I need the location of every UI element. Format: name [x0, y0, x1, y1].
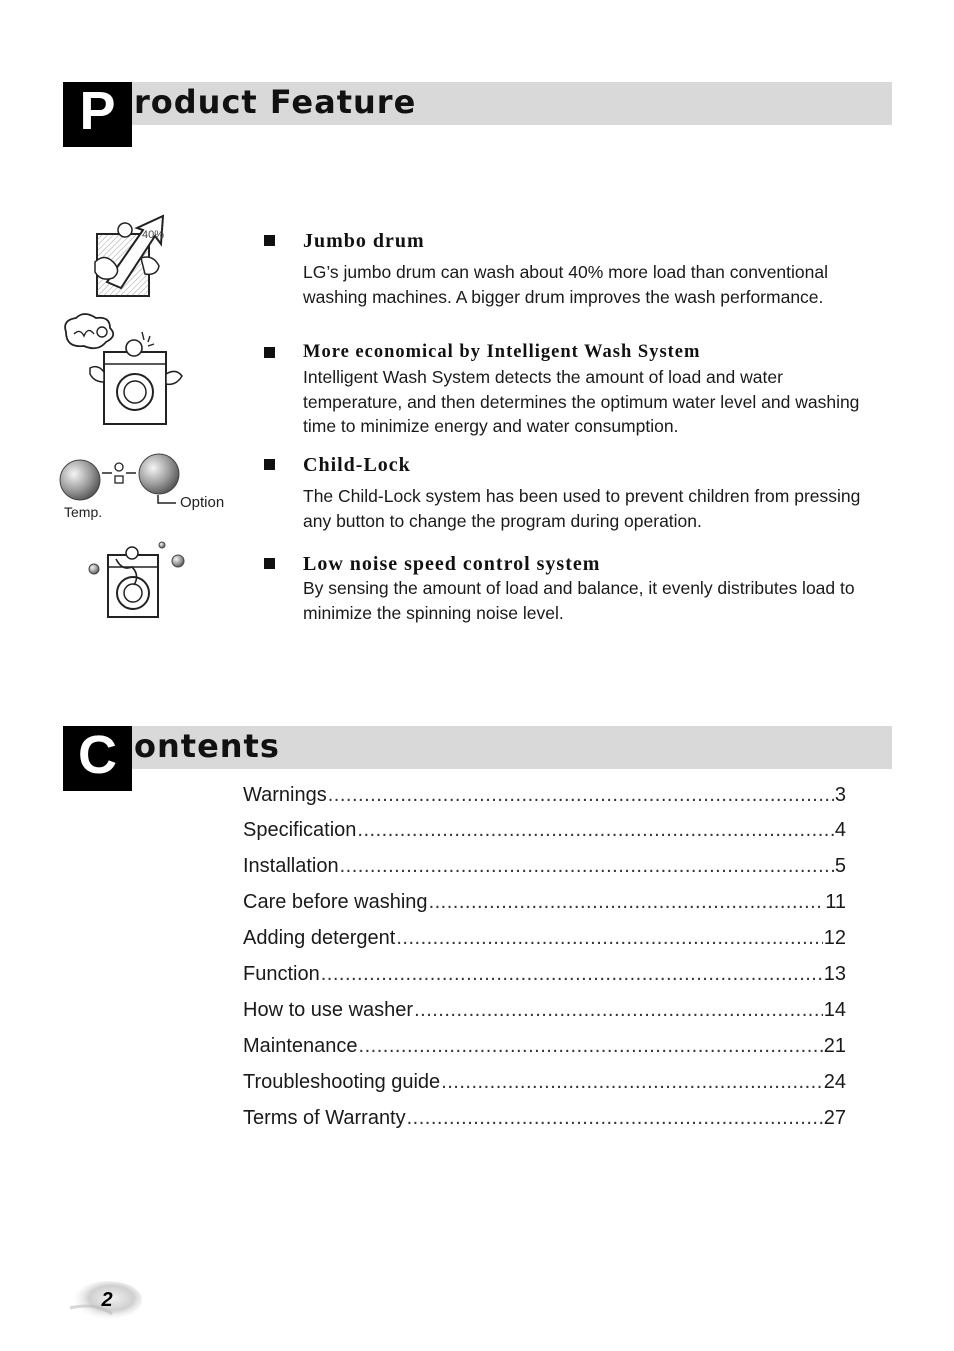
toc-leader-dots	[359, 1035, 823, 1058]
toc-page-number: 11	[825, 891, 846, 913]
header-initial-letter: C	[63, 726, 132, 791]
toc-page-number: 3	[834, 784, 846, 806]
toc-label: Specification	[243, 819, 357, 841]
jumbo-drum-icon	[85, 212, 175, 302]
feature-description: LG’s jumbo drum can wash about 40% more load than conventional washing machines. A bigger drum improves the wash performance.	[303, 262, 828, 307]
toc-entry-maintenance[interactable]	[243, 1035, 846, 1065]
feature-title: Low noise speed control system	[303, 553, 601, 575]
toc-leader-dots	[396, 927, 822, 950]
toc-label: Warnings	[243, 784, 327, 806]
square-bullet-icon	[264, 347, 275, 358]
feature-title: More economical by Intelligent Wash System	[303, 342, 701, 362]
header-title: roduct Feature	[134, 83, 417, 121]
feature-title: Jumbo drum	[303, 230, 425, 252]
toc-leader-dots	[429, 891, 825, 914]
toc-entry-how-to-use-washer[interactable]	[243, 999, 846, 1029]
toc-page-number: 13	[823, 963, 846, 985]
page-number: 2	[101, 1289, 113, 1311]
contents-header	[63, 726, 892, 792]
toc-label: Function	[243, 963, 320, 985]
toc-entry-care-before-washing[interactable]	[243, 891, 846, 921]
toc-leader-dots	[340, 855, 834, 878]
square-bullet-icon	[264, 558, 275, 569]
toc-entry-specification[interactable]	[243, 819, 846, 849]
toc-entry-warnings[interactable]	[243, 784, 846, 814]
toc-entry-function[interactable]	[243, 963, 846, 993]
toc-leader-dots	[328, 784, 834, 807]
toc-page-number: 27	[823, 1107, 846, 1129]
toc-leader-dots	[357, 819, 833, 842]
toc-leader-dots	[441, 1071, 823, 1094]
temp-label: Temp.	[64, 504, 103, 520]
toc-page-number: 4	[834, 819, 846, 841]
toc-label: Maintenance	[243, 1035, 358, 1057]
header-title: ontents	[134, 727, 280, 765]
toc-entry-troubleshooting-guide[interactable]	[243, 1071, 846, 1101]
toc-label: Installation	[243, 855, 339, 877]
toc-label: Troubleshooting guide	[243, 1071, 441, 1093]
intelligent-wash-icon	[58, 312, 188, 428]
toc-page-number: 14	[823, 999, 846, 1021]
toc-page-number: 5	[834, 855, 846, 877]
toc-entry-terms-of-warranty[interactable]	[243, 1107, 846, 1137]
toc-page-number: 21	[823, 1035, 846, 1057]
low-noise-icon	[82, 537, 192, 623]
toc-leader-dots	[321, 963, 823, 986]
feature-description: The Child-Lock system has been used to prevent children from pressing any button to change the program during operation.	[303, 486, 861, 531]
percent-label: 40%	[142, 229, 165, 241]
toc-entry-installation[interactable]	[243, 855, 846, 885]
toc-leader-dots	[414, 999, 823, 1022]
toc-label: Adding detergent	[243, 927, 396, 949]
feature-description: Intelligent Wash System detects the amount of load and water temperature, and then determines the optimum water level and washing time to minimize energy and water consumption.	[303, 367, 860, 436]
toc-label: Care before washing	[243, 891, 428, 913]
product-feature-header	[63, 82, 892, 148]
toc-label: Terms of Warranty	[243, 1107, 406, 1129]
toc-label: How to use washer	[243, 999, 414, 1021]
header-initial-letter: P	[63, 82, 132, 147]
toc-page-number: 24	[823, 1071, 846, 1093]
toc-page-number: 12	[823, 927, 846, 949]
square-bullet-icon	[264, 235, 275, 246]
toc-leader-dots	[407, 1107, 823, 1130]
feature-title: Child-Lock	[303, 454, 411, 476]
feature-description: By sensing the amount of load and balance, it evenly distributes load to minimize the spinning noise level.	[303, 578, 855, 623]
option-label: Option	[180, 494, 225, 511]
square-bullet-icon	[264, 459, 275, 470]
toc-entry-adding-detergent[interactable]	[243, 927, 846, 957]
